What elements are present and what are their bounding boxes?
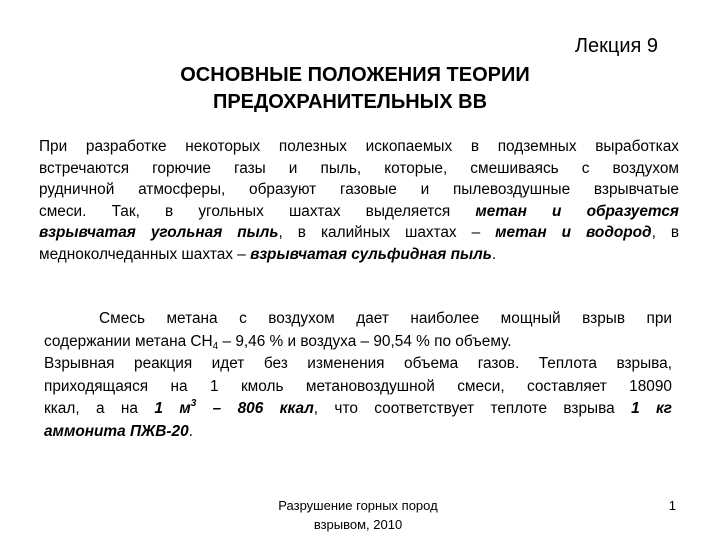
text-line: приходящаяся на 1 кмоль метановоздушной смеси, составляет 18090 xyxy=(44,377,672,395)
text-fragment: , что соответствует теплоте взрыва xyxy=(313,400,615,417)
text-fragment: смеси. Так, в угольных шахтах выделяется xyxy=(39,202,451,220)
footer-caption xyxy=(248,496,468,534)
text-line: При разработке некоторых полезных ископаемых в подземных выработках xyxy=(39,138,679,155)
title-line-1: ОСНОВНЫЕ ПОЛОЖЕНИЯ ТЕОРИИ xyxy=(180,64,530,86)
text-fragment: , в калийных шахтах – xyxy=(278,224,481,242)
text-line xyxy=(44,421,672,444)
text-line xyxy=(39,244,679,266)
emphasis-ammonite: аммонита ПЖВ-20 xyxy=(44,422,189,440)
superscript: 3 xyxy=(190,398,197,409)
footer-line-1: Разрушение горных пород xyxy=(278,498,438,513)
text-line: рудничной атмосферы, образуют газовые и пылевоздушные взрывчатые xyxy=(39,181,679,199)
text-line: встречаются горючие газы и пыль, которые, смешиваясь с воздухом xyxy=(39,159,679,177)
text-fragment: содержании метана СН xyxy=(44,332,213,350)
emphasis-cubic-meter xyxy=(154,400,313,417)
text-fragment: Смесь метана с воздухом дает наиболее мощный взрыв при xyxy=(99,310,672,327)
text-line xyxy=(39,222,679,244)
subscript: 4 xyxy=(212,340,219,352)
page-title xyxy=(0,62,720,116)
text-fragment: . xyxy=(188,422,193,440)
text-fragment: медноколчеданных шахтах – xyxy=(39,245,246,263)
emphasis-one-kg: 1 кг xyxy=(631,400,673,417)
paragraph-methane-mixture xyxy=(44,308,672,443)
text-line xyxy=(44,398,672,421)
text-line xyxy=(44,331,672,354)
text-fragment: – 9,46 % и воздуха – 90,54 % по объему. xyxy=(218,332,512,350)
text-line xyxy=(44,308,672,331)
paragraph-intro xyxy=(39,136,679,266)
page-number: 1 xyxy=(668,498,676,513)
emphasis-sulfide-dust: взрывчатая сульфидная пыль xyxy=(250,245,492,263)
emphasis-coal-dust: взрывчатая угольная пыль xyxy=(39,224,279,242)
lecture-number: Лекция 9 xyxy=(574,35,658,57)
title-line-2: ПРЕДОХРАНИТЕЛЬНЫХ ВВ xyxy=(212,91,488,113)
text-fragment: . xyxy=(491,245,497,263)
emphasis-methane-forms: метан и образуется xyxy=(475,202,679,220)
emphasis-methane-hydrogen: метан и водород xyxy=(495,224,652,242)
text-fragment: , в xyxy=(651,224,680,242)
text-line: Взрывная реакция идет без изменения объема газов. Теплота взрыва, xyxy=(44,355,672,372)
text-fragment: – 806 ккал xyxy=(212,400,314,417)
text-line xyxy=(39,201,679,223)
text-fragment: ккал, а на xyxy=(44,400,138,417)
footer-line-2: взрывом, 2010 xyxy=(313,517,403,532)
text-fragment: 1 м xyxy=(154,400,191,417)
